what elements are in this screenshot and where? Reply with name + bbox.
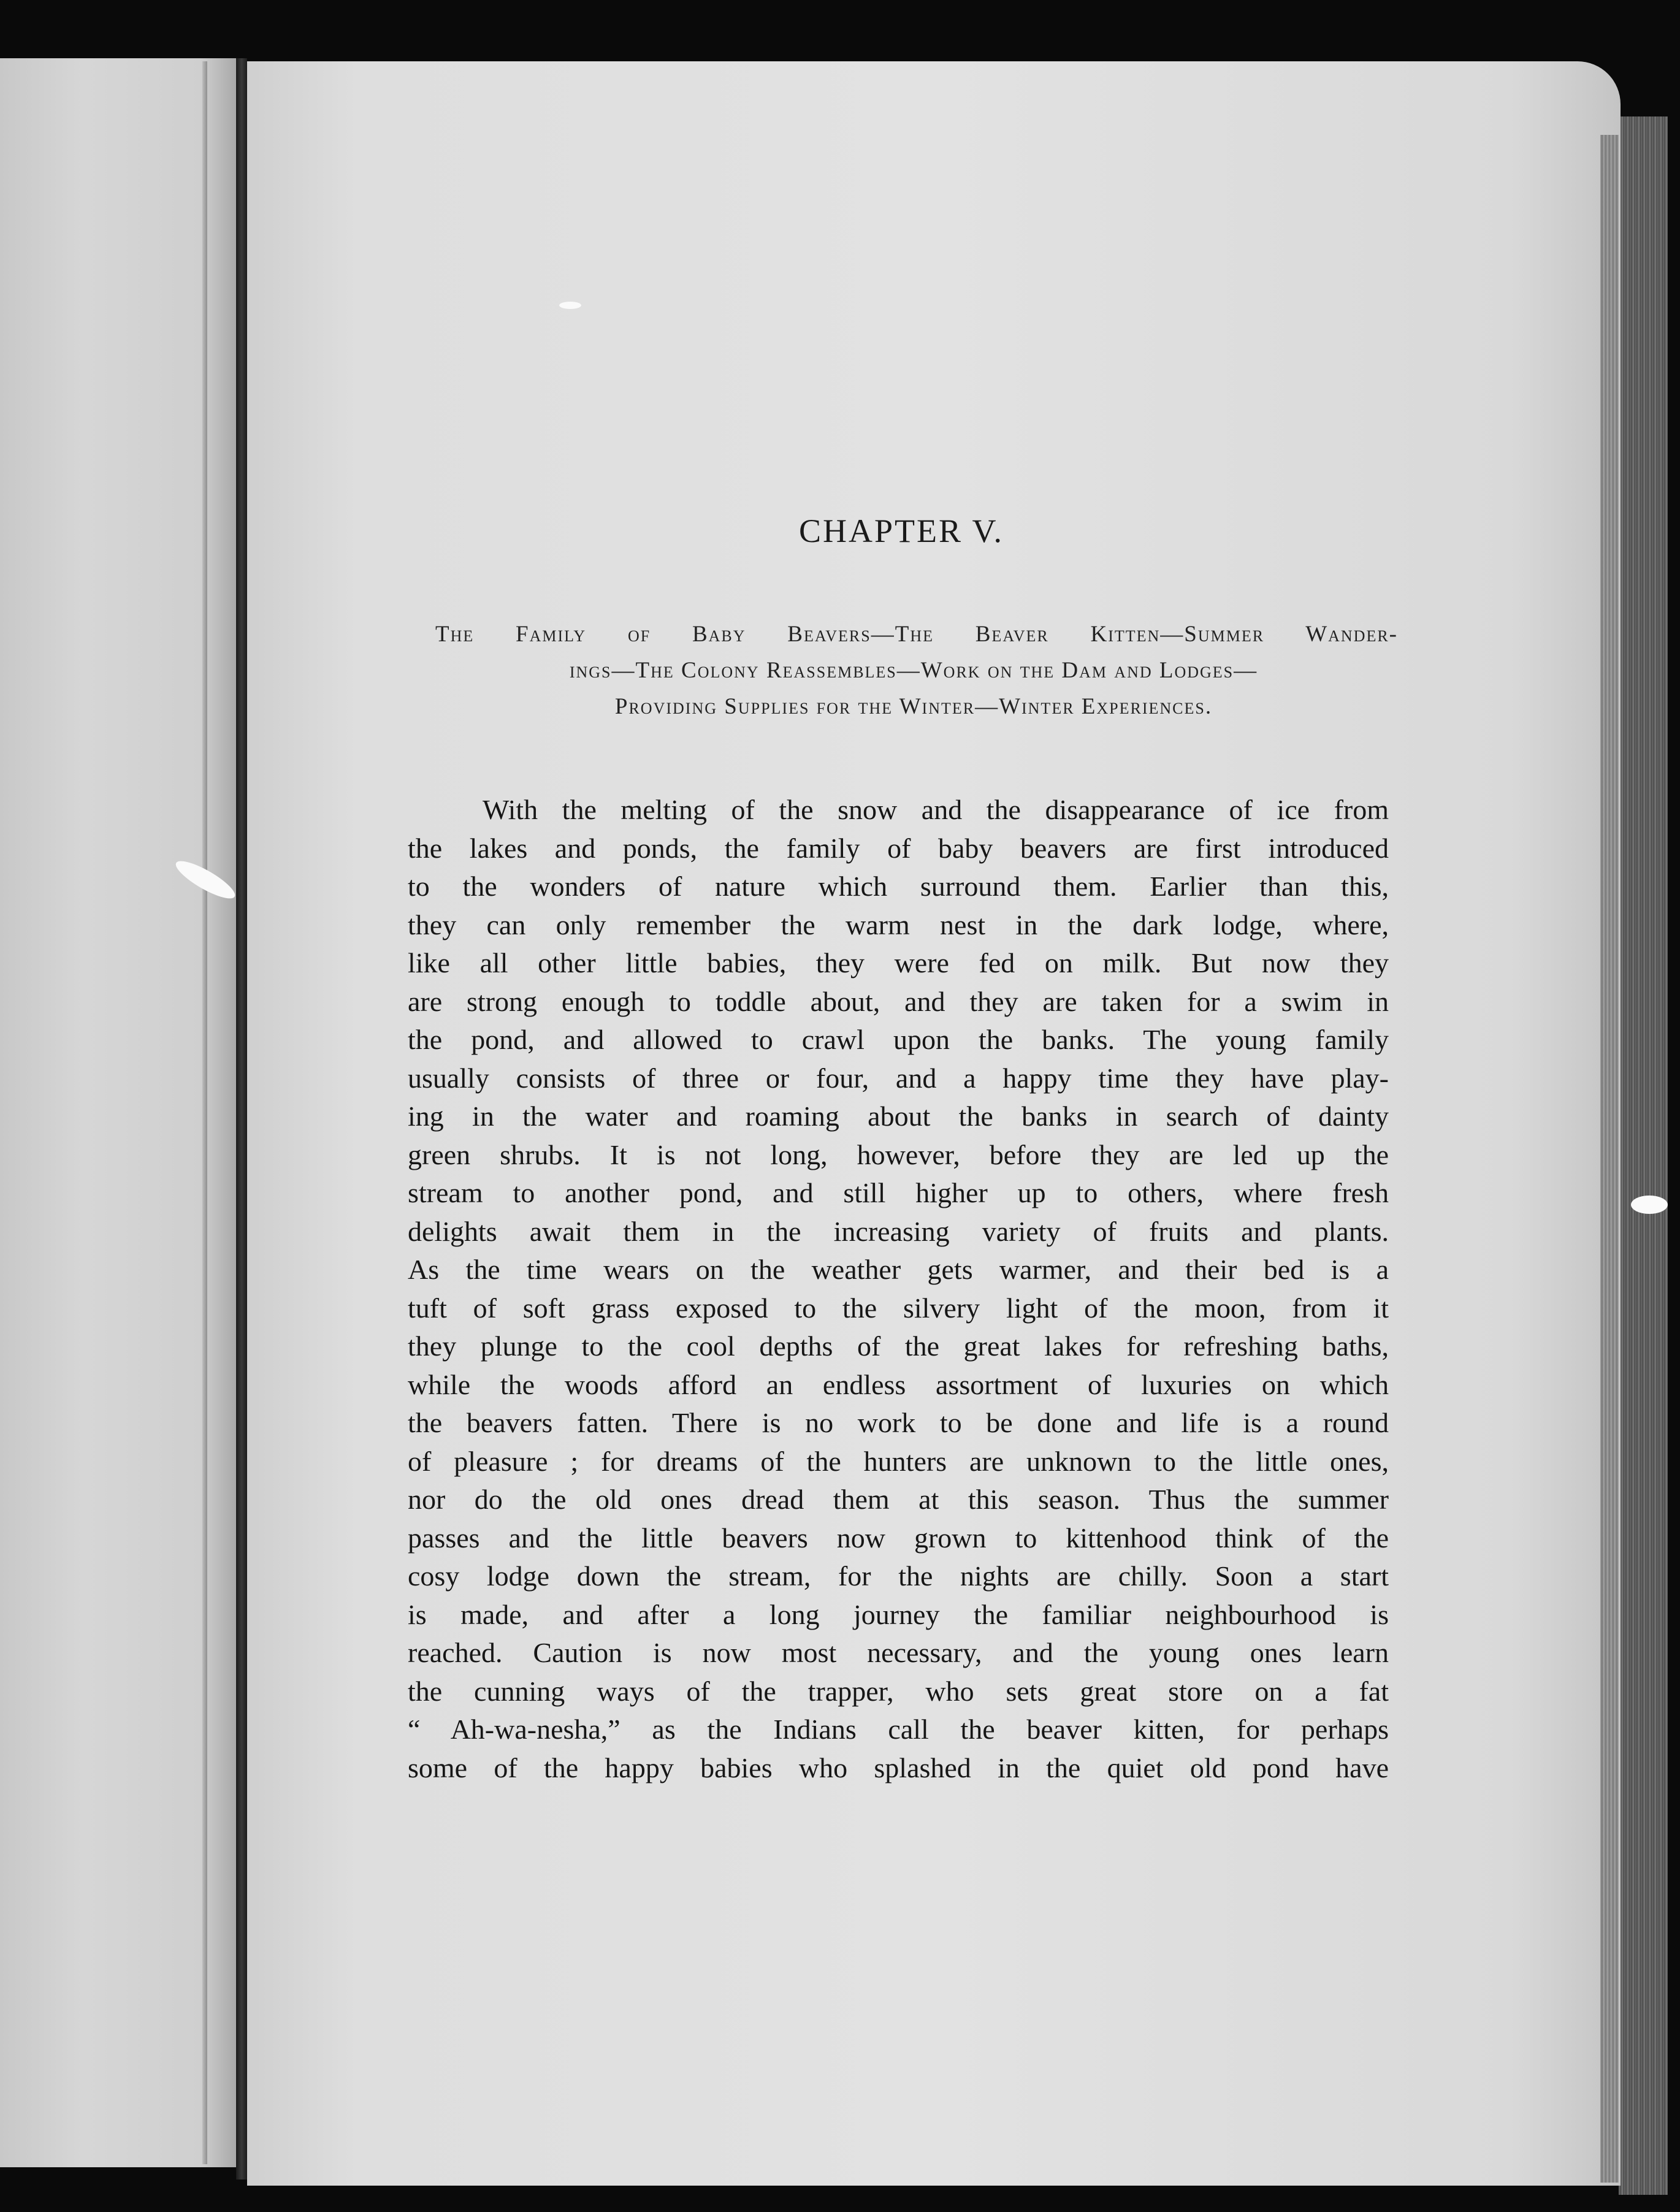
body-paragraph [408, 791, 1389, 1787]
body-line: usually consists of three or four, and a happy time they have play- [408, 1062, 1389, 1094]
body-line: some of the happy babies who splashed in the quiet old pond have [408, 1752, 1389, 1783]
synopsis-line: ings—The Colony Reassembles—Work on the Dam and Lodges— [569, 658, 1258, 683]
body-line: of pleasure ; for dreams of the hunters are unknown to the little ones, [408, 1445, 1389, 1477]
body-line: like all other little babies, they were fed on milk. But now they [408, 947, 1389, 978]
body-line: cosy lodge down the stream, for the nights are chilly. Soon a start [408, 1560, 1389, 1592]
synopsis-line: The Family of Baby Beavers—The Beaver Kitten—Summer Wander- [435, 622, 1398, 647]
dust-mark [1631, 1196, 1668, 1214]
body-line: “ Ah-wa-nesha,” as the Indians call the beaver kitten, for perhaps [408, 1714, 1389, 1745]
body-line: nor do the old ones dread them at this season. Thus the summer [408, 1484, 1389, 1515]
body-line: passes and the little beavers now grown to kittenhood think of the [408, 1522, 1389, 1554]
page-stack-edge [1619, 116, 1668, 2195]
body-line: stream to another pond, and still higher up to others, where fresh [408, 1177, 1389, 1208]
body-line: With the melting of the snow and the disappearance of ice from [483, 794, 1389, 825]
body-line: is made, and after a long journey the familiar neighbourhood is [408, 1598, 1389, 1630]
body-line: As the time wears on the weather gets warmer, and their bed is a [408, 1254, 1389, 1285]
body-line: are strong enough to toddle about, and they are taken for a swim in [408, 985, 1389, 1017]
page-stack-inner-edge [1600, 135, 1619, 2183]
body-line: the beavers fatten. There is no work to be done and life is a round [408, 1407, 1389, 1438]
body-line: reached. Caution is now most necessary, and the young ones learn [408, 1637, 1389, 1668]
body-line: green shrubs. It is not long, however, before they are led up the [408, 1138, 1389, 1170]
body-line: delights await them in the increasing variety of fruits and plants. [408, 1215, 1389, 1247]
left-page [0, 58, 236, 2167]
synopsis-line: Providing Supplies for the Winter—Winter Experiences. [614, 694, 1213, 719]
body-line: they plunge to the cool depths of the great lakes for refreshing baths, [408, 1330, 1389, 1362]
body-line: while the woods afford an endless assortment of luxuries on which [408, 1368, 1389, 1400]
body-line: the lakes and ponds, the family of baby beavers are first introduced [408, 832, 1389, 864]
chapter-synopsis [429, 616, 1398, 725]
body-line: the cunning ways of the trapper, who sets great store on a fat [408, 1675, 1389, 1707]
book-gutter [236, 58, 247, 2180]
body-line: to the wonders of nature which surround them. Earlier than this, [408, 871, 1389, 902]
body-line: the pond, and allowed to crawl upon the banks. The young family [408, 1024, 1389, 1055]
body-line: ing in the water and roaming about the banks in search of dainty [408, 1100, 1389, 1132]
chapter-title: CHAPTER V. [798, 513, 1004, 549]
left-page-edge [202, 61, 207, 2164]
dust-mark [559, 302, 581, 309]
body-line: tuft of soft grass exposed to the silvery light of the moon, from it [408, 1292, 1389, 1324]
body-line: they can only remember the warm nest in the dark lodge, where, [408, 909, 1389, 940]
